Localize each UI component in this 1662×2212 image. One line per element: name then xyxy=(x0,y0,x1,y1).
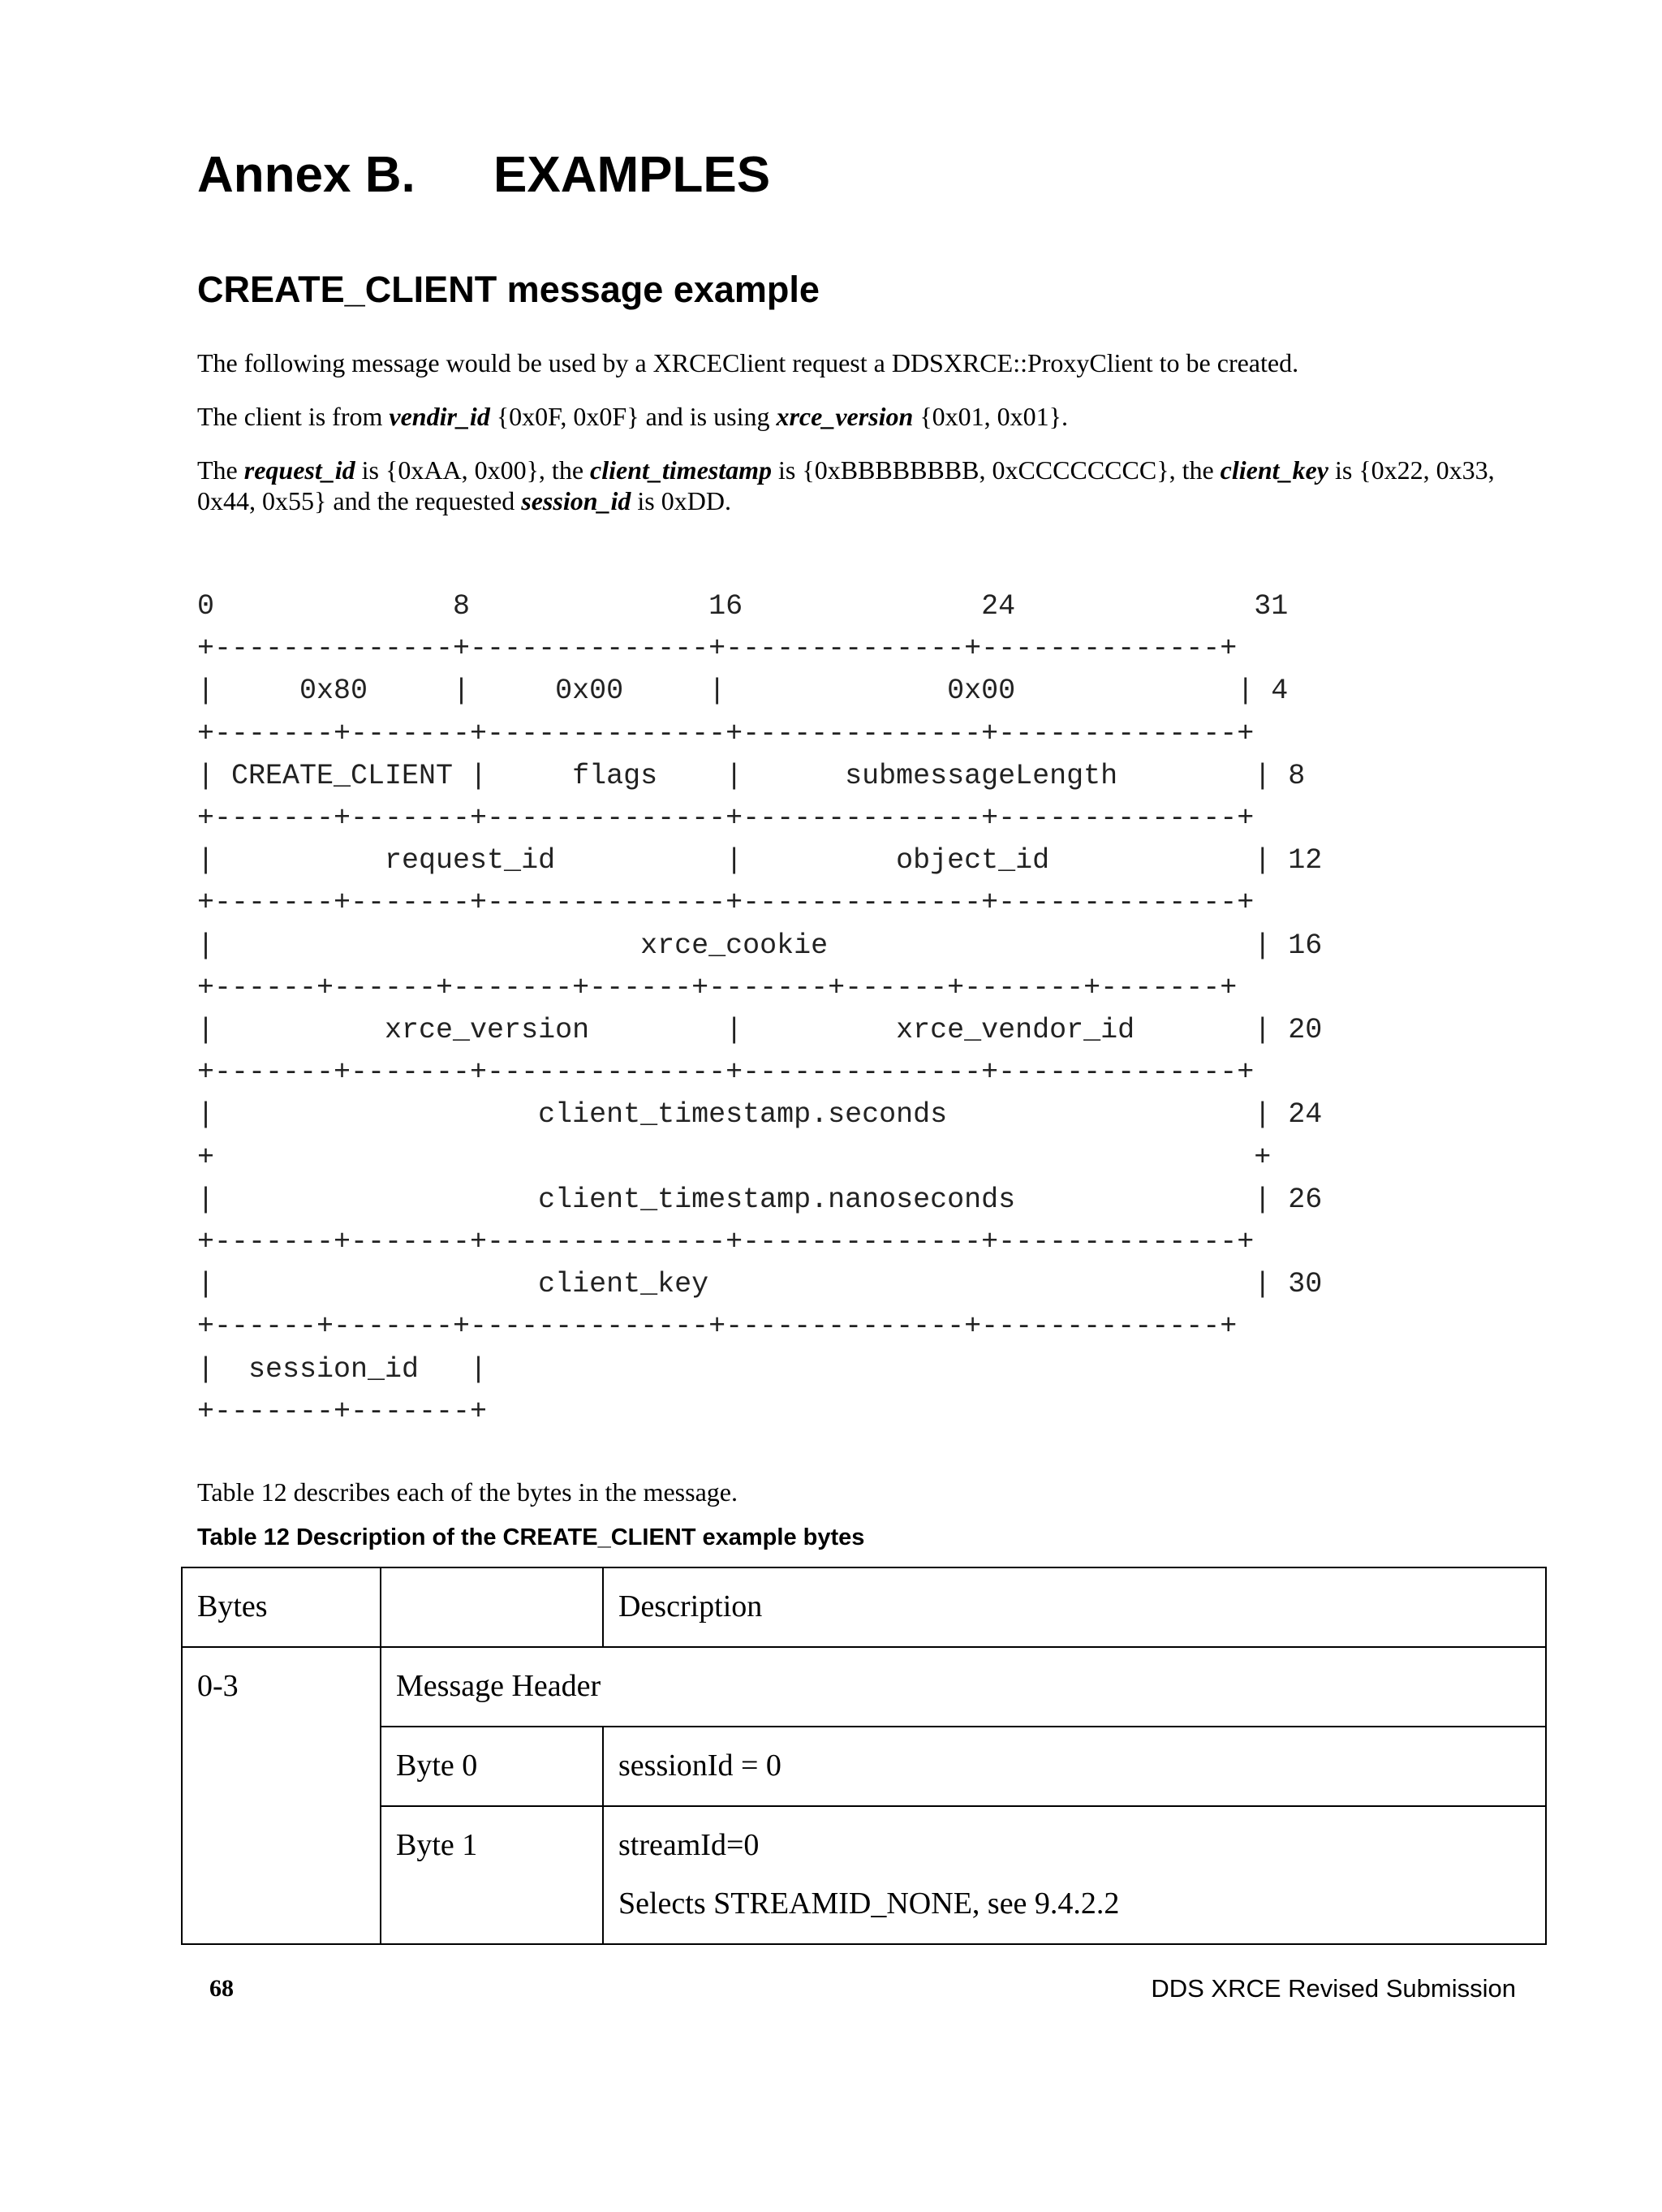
text-run: is 0xDD. xyxy=(631,486,731,515)
text-run: is {0xAA, 0x00}, the xyxy=(355,455,591,485)
table-reference-paragraph: Table 12 describes each of the bytes in the message. xyxy=(197,1477,738,1507)
page-number: 68 xyxy=(209,1975,234,2002)
footer-document-title: DDS XRCE Revised Submission xyxy=(1151,1974,1516,2003)
field-name: session_id xyxy=(521,486,631,515)
diagram-line: +-------+-------+--------------+--------------+--------------+ xyxy=(197,717,1255,750)
text-run: is {0xBBBBBBBB, 0xCCCCCCCC}, the xyxy=(772,455,1221,485)
packet-diagram xyxy=(197,585,1322,1433)
diagram-line: +------+------+-------+------+-------+------+-------+-------+ xyxy=(197,971,1238,1004)
header-cell-description: Description xyxy=(603,1567,1546,1647)
diagram-line: +-------+-------+ xyxy=(197,1395,488,1428)
diagram-line: +-------+-------+--------------+--------------+--------------+ xyxy=(197,1056,1255,1089)
intro-paragraph-3 xyxy=(197,455,1512,516)
table-row xyxy=(182,1806,1546,1944)
diagram-line: | request_id | object_id | 12 xyxy=(197,844,1323,877)
diagram-line: +-------+-------+--------------+--------------+--------------+ xyxy=(197,1226,1255,1259)
text-run: The xyxy=(197,455,244,485)
bytes-table xyxy=(181,1567,1547,1945)
diagram-line: | 0x80 | 0x00 | 0x00 | 4 xyxy=(197,675,1289,708)
field-name: request_id xyxy=(243,455,355,485)
text-run: {0x0F, 0x0F} and is using xyxy=(489,402,777,431)
description-line: Selects STREAMID_NONE, see 9.4.2.2 xyxy=(618,1886,1120,1921)
text-run: {0x01, 0x01}. xyxy=(913,402,1069,431)
diagram-line: | client_timestamp.nanoseconds | 26 xyxy=(197,1183,1323,1216)
field-name: client_timestamp xyxy=(590,455,772,485)
diagram-line: | client_timestamp.seconds | 24 xyxy=(197,1098,1323,1132)
bytes-range-cell: 0-3 xyxy=(182,1647,381,1944)
description-line: sessionId = 0 xyxy=(618,1748,781,1783)
text-run: is {0x22, 0x33, 0x44, 0x55} and the requested xyxy=(197,455,1495,515)
table-caption: Table 12 Description of the CREATE_CLIENT example bytes xyxy=(197,1524,865,1550)
intro-paragraph-2 xyxy=(197,401,1512,432)
table-row xyxy=(182,1727,1546,1806)
byte-cell: Byte 1 xyxy=(381,1806,603,1944)
diagram-line: | client_key | 30 xyxy=(197,1268,1323,1301)
diagram-line: +-------+-------+--------------+--------------+--------------+ xyxy=(197,886,1255,920)
diagram-line: +------+-------+--------------+--------------+--------------+ xyxy=(197,1310,1238,1343)
group-title-cell: Message Header xyxy=(381,1647,1546,1727)
field-name: vendir_id xyxy=(389,402,490,431)
diagram-line: +--------------+--------------+--------------+--------------+ xyxy=(197,632,1238,666)
field-name: xrce_version xyxy=(776,402,914,431)
diagram-line: | xrce_version | xrce_vendor_id | 20 xyxy=(197,1014,1323,1047)
text-run: The client is from xyxy=(197,402,390,431)
diagram-line: | CREATE_CLIENT | flags | submessageLength | 8 xyxy=(197,759,1306,792)
diagram-line: | session_id | xyxy=(197,1352,488,1386)
annex-heading xyxy=(197,143,770,208)
description-cell xyxy=(603,1806,1546,1944)
header-cell-bytes: Bytes xyxy=(182,1567,381,1647)
diagram-line: + + xyxy=(197,1140,1272,1174)
intro-paragraph-1: The following message would be used by a XRCEClient request a DDSXRCE::ProxyClient to be created. xyxy=(197,348,1299,377)
description-cell xyxy=(603,1727,1546,1806)
diagram-line: +-------+-------+--------------+--------------+--------------+ xyxy=(197,802,1255,835)
description-line: streamId=0 xyxy=(618,1828,760,1862)
byte-cell: Byte 0 xyxy=(381,1727,603,1806)
field-name: client_key xyxy=(1220,455,1328,485)
annex-label: Annex B. xyxy=(197,147,416,203)
annex-title: EXAMPLES xyxy=(493,147,771,203)
diagram-line: 0 8 16 24 31 xyxy=(197,590,1289,623)
table-header-row xyxy=(182,1567,1546,1647)
header-cell-empty xyxy=(381,1567,603,1647)
diagram-line: | xrce_cookie | 16 xyxy=(197,929,1323,962)
table-row xyxy=(182,1647,1546,1727)
section-heading: CREATE_CLIENT message example xyxy=(197,269,820,310)
